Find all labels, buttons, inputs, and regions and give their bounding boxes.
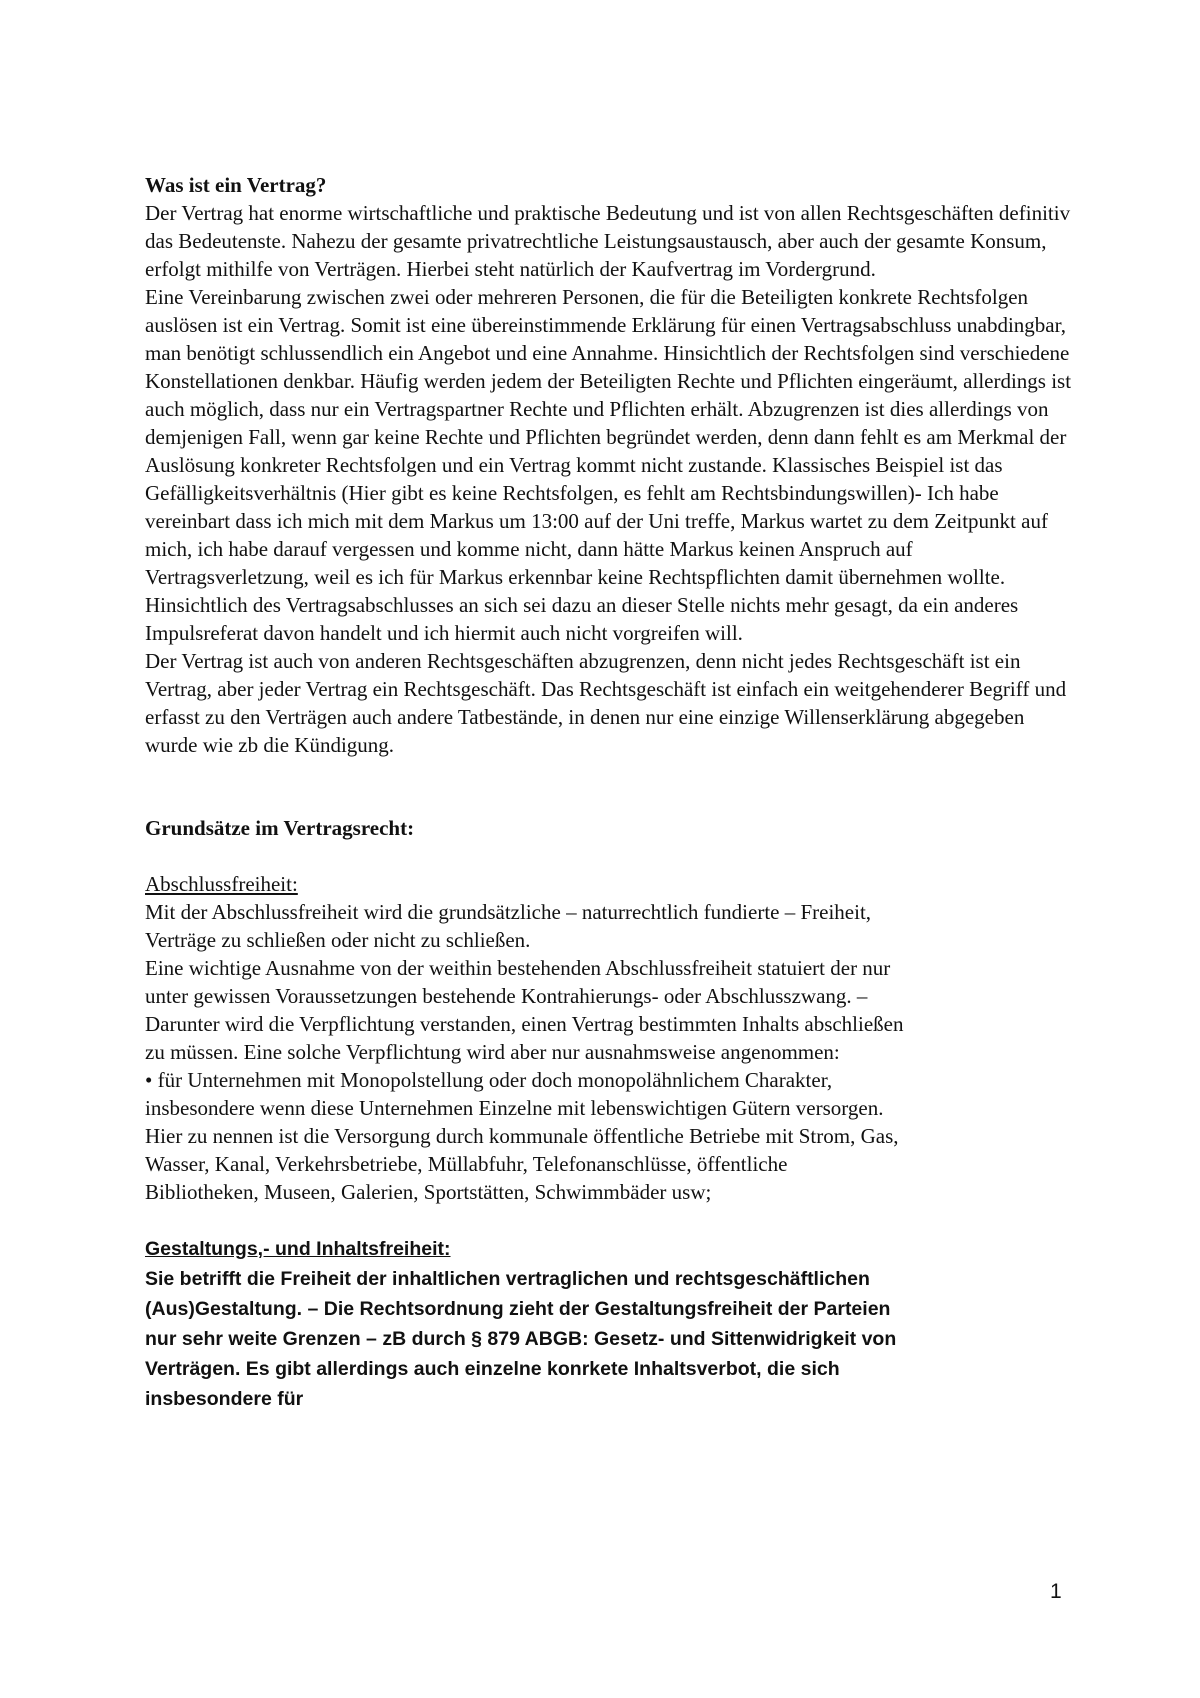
section-title-grundsaetze: Grundsätze im Vertragsrecht: [145, 816, 415, 840]
page-content [145, 171, 1075, 1414]
subheading-abschlussfreiheit: Abschlussfreiheit: [145, 872, 298, 896]
page-number: 1 [1050, 1580, 1062, 1603]
section-title-vertrag: Was ist ein Vertrag? [145, 173, 327, 197]
paragraph: Sie betrifft die Freiheit der inhaltlichen vertraglichen und rechtsgeschäftlichen (Aus)Gestaltung. – Die Rechtsordnung zieht der Gestaltungsfreiheit der Parteien nur sehr weite Grenzen – zB durch § 879 ABGB: Gesetz- und Sittenwidrigkeit von Verträgen. Es gibt allerdings auch einzelne konrkete Inhaltsverbot, die sich insbesondere für [145, 1268, 897, 1410]
bullet-item: • für Unternehmen mit Monopolstellung oder doch monopolähnlichem Charakter, insbesondere wenn diese Unternehmen Einzelne mit lebenswichtigen Gütern versorgen. Hier zu nennen ist die Versorgung durch kommunale öffentliche Betriebe mit Strom, Gas, Wasser, Kanal, Verkehrsbetriebe, Müllabfuhr, Telefonanschlüsse, öffentliche Bibliotheken, Museen, Galerien, Sportstätten, Schwimmbäder usw; [145, 1068, 899, 1204]
paragraph: Hinsichtlich des Vertragsabschlusses an sich sei dazu an dieser Stelle nichts mehr gesagt, da ein anderes Impulsreferat davon handelt und ich hiermit auch nicht vorgreifen will. [145, 593, 1019, 645]
paragraph: Eine wichtige Ausnahme von der weithin bestehenden Abschlussfreiheit statuiert der nur unter gewissen Voraussetzungen bestehende Kontrahierungs- oder Abschlusszwang. – Darunter wird die Verpflichtung verstanden, einen Vertrag bestimmten Inhalts abschließen zu müssen. Eine solche Verpflichtung wird aber nur ausnahmsweise angenommen: [145, 956, 904, 1064]
paragraph: Der Vertrag ist auch von anderen Rechtsgeschäften abzugrenzen, denn nicht jedes Rechtsgeschäft ist ein Vertrag, aber jeder Vertrag ein Rechtsgeschäft. Das Rechtsgeschäft ist einfach ein weitgehenderer Begriff und erfasst zu den Verträgen auch andere Tatbestände, in denen nur eine einzige Willenserklärung abgegeben wurde wie zb die Kündigung. [145, 649, 1067, 757]
gestaltungsfreiheit-block [145, 1234, 905, 1414]
paragraph: Eine Vereinbarung zwischen zwei oder mehreren Personen, die für die Beteiligten konkrete Rechtsfolgen auslösen ist ein Vertrag. Somit ist eine übereinstimmende Erklärung für einen Vertragsabschluss unabdingbar, man benötigt schlussendlich ein Angebot und eine Annahme. Hinsichtlich der Rechtsfolgen sind verschiedene Konstellationen denkbar. Häufig werden jedem der Beteiligten Rechte und Pflichten eingeräumt, allerdings ist auch möglich, dass nur ein Vertragspartner Rechte und Pflichten erhält. Abzugrenzen ist dies allerdings von demjenigen Fall, wenn gar keine Rechte und Pflichten begründet werden, denn dann fehlt es am Merkmal der Auslösung konkreter Rechtsfolgen und ein Vertrag kommt nicht zustande. Klassisches Beispiel ist das Gefälligkeitsverhältnis (Hier gibt es keine Rechtsfolgen, es fehlt am Rechtsbindungswillen)- Ich habe vereinbart dass ich mich mit dem Markus um 13:00 auf der Uni treffe, Markus wartet zu dem Zeitpunkt auf mich, ich habe darauf vergessen und komme nicht, dann hätte Markus keinen Anspruch auf Vertragsverletzung, weil es ich für Markus erkennbar keine Rechtspflichten damit übernehmen wollte. [145, 285, 1072, 589]
paragraph: Der Vertrag hat enorme wirtschaftliche und praktische Bedeutung und ist von allen Rechtsgeschäften definitiv das Bedeutenste. Nahezu der gesamte privatrechtliche Leistungsaustausch, aber auch der gesamte Konsum, erfolgt mithilfe von Verträgen. Hierbei steht natürlich der Kaufvertrag im Vordergrund. [145, 201, 1071, 281]
abschlussfreiheit-block [145, 898, 905, 1206]
subheading-gestaltungsfreiheit: Gestaltungs,- und Inhaltsfreiheit: [145, 1238, 451, 1260]
paragraph: Mit der Abschlussfreiheit wird die grundsätzliche – naturrechtlich fundierte – Freiheit, Verträge zu schließen oder nicht zu schließen. [145, 900, 872, 952]
